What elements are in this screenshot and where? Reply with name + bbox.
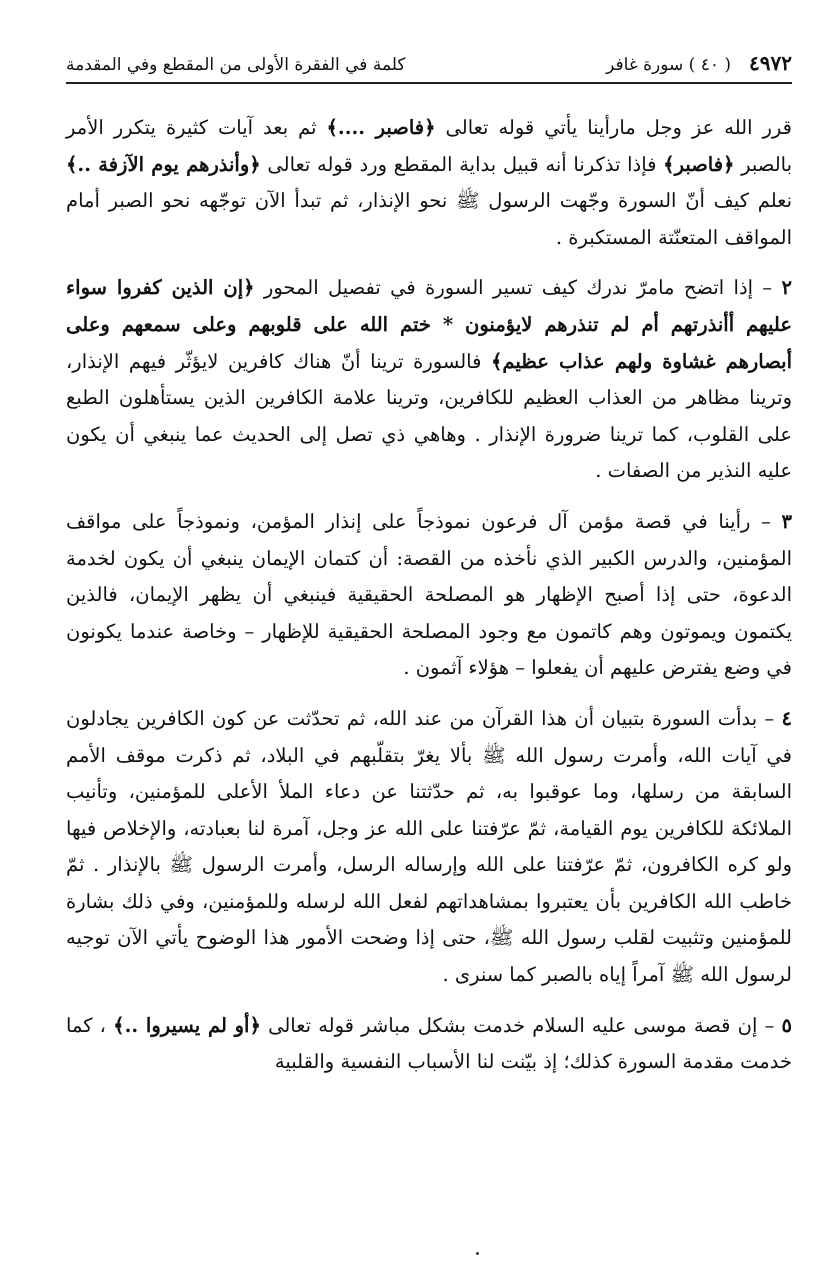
point-number: ٣ [781, 509, 792, 533]
text: نعلم كيف أنّ السورة وجّهت الرسول ﷺ نحو الإنذار، ثم تبدأ الآن توجّهه نحو الصبر أمام المواقف المتعنّتة المستكبرة . [66, 189, 792, 249]
paragraph-5 [66, 1008, 792, 1081]
quran-quote: ﴿وأنذرهم يوم الآزفة ..﴾ [66, 152, 261, 176]
point-number: ٢ [781, 276, 792, 300]
point-number: ٥ [781, 1013, 792, 1037]
page-number: ٤٩٧٢ [749, 51, 792, 75]
text: – رأينا في قصة مؤمن آل فرعون نموذجاً على إنذار المؤمن، ونموذجاً على مواقف المؤمنين، والدرس الكبير الذي نأخذه من القصة: أن كتمان الإيمان ينبغي أن يكون لخدمة الدعوة، حتى إذا أصبح الإظهار هو المصلحة الحقيقية فينبغي أن يظهر الإيمان، فالذين يكتمون ويموتون وهم كاتمون مع وجود المصلحة الحقيقية للإظهار – وخاصة عندما يكونون في وضع يفترض عليهم أن يفعلوا – هؤلاء آثمون . [66, 509, 792, 680]
text: فالسورة ترينا أنّ هناك كافرين لايؤثّر فيهم الإنذار، وترينا مظاهر من العذاب العظيم للكافرين، وترينا علامة الكافرين الذين يستأهلون الطبع على القلوب، كما ترينا ضرورة الإنذار . وهاهي ذي تصل إلى الحديث عما ينبغي أن يكون عليه النذير من الصفات . [66, 349, 792, 483]
text: – بدأت السورة بتبيان أن هذا القرآن من عند الله، ثم تحدّثت عن كون الكافرين يجادلون في آيات الله، وأمرت رسول الله ﷺ بألا يغرّ بتقلّبهم في البلاد، ثم ذكرت موقف الأمم السابقة من رسلها، وما عوقبوا به، ثم حدّثتنا عن دعاء الملأ الأعلى للمؤمنين، وتأنيب الملائكة للكافرين يوم القيامة، ثمّ عرّفتنا على الله عز وجل، آمرة لنا بعبادته، والإخلاص فيها ولو كره الكافرون، ثمّ عرّفتنا على الله وإرساله الرسل، وأمرت الرسول ﷺ بالإنذار . ثمّ خاطب الله الكافرين بأن يعتبروا بمشاهداتهم لفعل الله لرسله وللمؤمنين، وفي ذلك بشارة للمؤمنين وتثبيت لقلب رسول الله ﷺ، حتى إذا وضحت الأمور هذا الوضوح يأتي الآن توجيه لرسول الله ﷺ آمراً إياه بالصبر كما سنرى . [66, 706, 792, 987]
paragraph-1 [66, 110, 792, 256]
quran-quote: ﴿إن الذين كفروا سواء عليهم أأنذرتهم أم لم تنذرهم لايؤمنون * ختم الله على قلوبهم وعلى سمعهم وعلى أبصارهم غشاوة ولهم عذاب عظيم﴾ [66, 276, 792, 373]
quran-quote: ﴿فاصبر﴾ [663, 152, 735, 176]
running-header [66, 48, 792, 84]
section-title: كلمة في الفقرة الأولى من المقطع وفي المقدمة [66, 55, 406, 75]
paragraph-2 [66, 270, 792, 490]
point-number: ٤ [781, 706, 792, 730]
quran-quote: ﴿فاصبر ....﴾ [326, 116, 436, 139]
text: ثم بعد آيات كثيرة يتكرر الأمر بالصبر [66, 116, 793, 176]
book-page [66, 48, 792, 1095]
text: ، كما خدمت مقدمة السورة كذلك؛ إذ بيّنت لنا الأسباب النفسية والقلبية [66, 1013, 792, 1074]
quran-quote: ﴿أو لم يسيروا ..﴾ [113, 1013, 261, 1037]
text: فإذا تذكرنا أنه قبيل بداية المقطع ورد قوله تعالى [260, 152, 664, 176]
paragraph-4 [66, 701, 792, 994]
text: – إن قصة موسى عليه السلام خدمت بشكل مباشر قوله تعالى [260, 1013, 782, 1037]
text: قرر الله عز وجل مارأينا يأتي قوله تعالى [435, 116, 792, 139]
surah-name: ( ٤٠ ) سورة غافر [606, 55, 732, 75]
paragraph-3 [66, 504, 792, 687]
text: – إذا اتضح مامرّ ندرك كيف تسير السورة في تفصيل المحور [254, 276, 782, 300]
page-body [66, 110, 792, 1081]
footer-mark [476, 1252, 479, 1255]
